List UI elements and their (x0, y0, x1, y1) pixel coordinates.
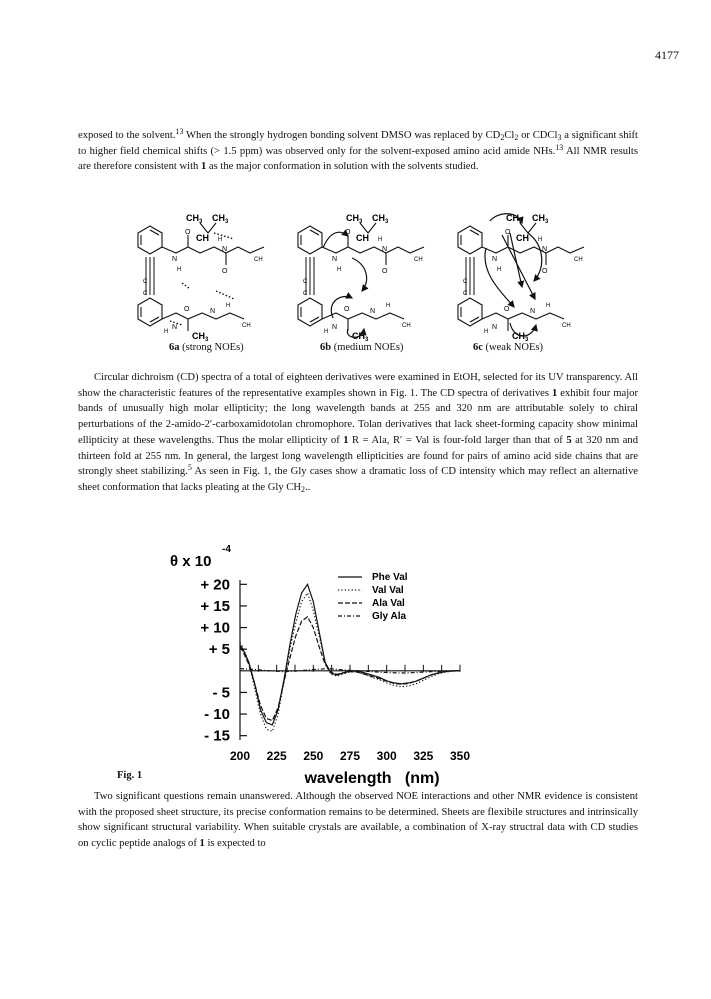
hydrogen-label: H (386, 303, 391, 309)
y-tick-label: + 20 (200, 576, 230, 594)
hydrogen-label: H (378, 237, 383, 243)
hydrogen-label: H (484, 329, 489, 335)
molecule-6b (298, 213, 424, 343)
molecule-6a (138, 213, 264, 343)
methyl-label: CH (562, 323, 571, 329)
bond (482, 313, 564, 319)
subscript-3: 3 (225, 219, 229, 225)
methyl-label: $CH_3$ (212, 213, 229, 225)
hbond-dots (216, 291, 234, 299)
y-tick-label: - 15 (204, 727, 230, 745)
legend-label: Ala Val (372, 598, 405, 609)
caption-6b: 6b (medium NOEs) (320, 342, 404, 353)
oxygen-label: O (185, 229, 191, 236)
legend-label: Gly Ala (372, 611, 407, 622)
paragraph-nmr: exposed to the solvent.$^{13}$ When the strongly hydrogen bonding solvent DMSO was replaced by $CD_2Cl_2$ or CDCl$_3$ a significant shift to higher field chemical shifts (> 1.5 ppm) was observed only for the solvent-exposed amino acid amide NHs.$^{13}$ All NMR results are therefore consistent with 1 as the major conformation in solution with the solvents studied. (78, 127, 639, 173)
methyl-label: CH (402, 323, 411, 329)
methyl-label: $CH_3$ (372, 213, 389, 225)
carbon-label: C (143, 291, 148, 297)
methyl-label: $CH_3$ (532, 213, 549, 225)
x-tick-label: 275 (339, 749, 361, 763)
series-line-val-val (240, 593, 460, 731)
noe-arrow (502, 235, 535, 299)
isopropyl-bond (360, 223, 376, 233)
hbond-dots (214, 233, 234, 239)
carbon-label: C (463, 291, 468, 297)
caption-6c: 6c (weak NOEs) (473, 342, 543, 353)
methine-label: CH (356, 233, 369, 243)
y-unit-label: θ x 10 (170, 553, 212, 570)
noe-arrow (485, 248, 514, 307)
nitrogen-label: N (492, 324, 498, 331)
nitrogen-label: N (172, 256, 178, 263)
hydrogen-label: H (324, 329, 329, 335)
isopropyl-bond (520, 223, 536, 233)
legend-label: Phe Val (372, 572, 408, 583)
y-tick-label: - 5 (212, 684, 230, 702)
isopropyl-bond (200, 223, 216, 233)
methyl-label: CH (414, 257, 423, 263)
hydrogen-label: H (226, 303, 231, 309)
y-tick-label: - 10 (204, 706, 230, 724)
subscript-3: 3 (205, 337, 209, 343)
methyl-label: CH (574, 257, 583, 263)
oxygen-label: O (382, 268, 388, 275)
y-tick-label: + 10 (200, 619, 230, 637)
oxygen-label: O (505, 229, 511, 236)
hydrogen-label: H (177, 267, 182, 273)
y-tick-label: + 15 (200, 597, 230, 615)
nitrogen-label: N (210, 308, 216, 315)
page-number: 4177 (655, 48, 679, 62)
subscript-3: 3 (199, 219, 203, 225)
nitrogen-label: N (530, 308, 536, 315)
x-tick-label: 325 (413, 749, 434, 763)
nitrogen-label: N (370, 308, 376, 315)
hydrogen-label: H (538, 237, 543, 243)
x-tick-label: 300 (376, 749, 397, 763)
bond (322, 247, 424, 253)
subscript-3: 3 (359, 219, 363, 225)
series-line-phe-val (240, 584, 460, 725)
oxygen-label: O (222, 268, 228, 275)
oxygen-label: O (184, 306, 190, 313)
molecule-6c (458, 213, 584, 343)
carbon-label: C (463, 279, 468, 285)
bond (162, 247, 264, 253)
x-tick-label: 250 (303, 749, 324, 763)
legend-label: Val Val (372, 585, 404, 596)
nitrogen-label: N (332, 324, 338, 331)
x-axis-label: wavelength (nm) (304, 770, 440, 787)
caption-6a: 6a (strong NOEs) (169, 342, 244, 353)
y-tick-label: + 5 (208, 641, 230, 659)
hydrogen-label: H (497, 267, 502, 273)
hydrogen-label: H (337, 267, 342, 273)
paragraph-questions: Two significant questions remain unanswered. Although the observed NOE interactions and other NMR evidence is consistent with the proposed sheet structure, its precise conformation remains to be determined. Sheets are flexibile structures and intrinsically show significant structural variability. When suitable crystals are available, a combination of X-ray structral data with CD studies on cyclic peptide analogs of 1 is expected to (78, 791, 638, 850)
hbond-dots (182, 283, 190, 289)
carbon-label: C (143, 279, 148, 285)
methine-label: CH (516, 233, 529, 243)
noe-arrow (352, 258, 367, 291)
carbon-label: C (303, 279, 308, 285)
oxygen-label: O (344, 306, 350, 313)
methyl-label: $CH_3$ (192, 331, 209, 343)
methyl-label: CH (242, 323, 251, 329)
carbon-label: C (303, 291, 308, 297)
methyl-label: CH (254, 257, 263, 263)
x-tick-label: 225 (266, 749, 287, 763)
oxygen-label: O (345, 229, 351, 236)
nitrogen-label: N (332, 256, 338, 263)
structure-captions (0, 342, 711, 362)
oxygen-label: O (542, 268, 548, 275)
hydrogen-label: H (164, 329, 169, 335)
noe-structures-figure (130, 203, 590, 343)
methyl-label: $CH_3$ (346, 213, 363, 225)
figure-label: Fig. 1 (117, 770, 143, 781)
hydrogen-label: H (218, 237, 223, 243)
nitrogen-label: N (492, 256, 498, 263)
y-unit-exponent: -4 (222, 544, 231, 555)
bond (482, 247, 584, 253)
bond (162, 313, 244, 319)
x-tick-label: 350 (449, 749, 471, 763)
methyl-label: $CH_3$ (506, 213, 523, 225)
bond (322, 313, 404, 319)
subscript-3: 3 (545, 219, 549, 225)
methine-label: CH (196, 233, 209, 243)
hydrogen-label: H (546, 303, 551, 309)
subscript-3: 3 (365, 337, 369, 343)
methyl-label: $CH_3$ (352, 331, 369, 343)
methyl-label: $CH_3$ (512, 331, 529, 343)
methyl-label: $CH_3$ (186, 213, 203, 225)
subscript-3: 3 (519, 219, 523, 225)
nitrogen-label: N (542, 246, 548, 253)
paragraph-cd: Circular dichroism (CD) spectra of a total of eighteen derivatives were examined in EtOH, selected for its UV transparency. All show the characteristic features of the representative examples shown in Fig. 1. The CD spectra of derivatives 1 exhibit four major bands of unusually high molar ellipticity; the long wavelength bands at 255 and 320 nm are attributable solely to chiral perturbations of the 2-amido-2′-carboxamidotolan chromophore. Tolan derivatives that lack sheet-forming capacity show minimal ellipticity at these wavelengths. Thus the molar ellipticity of 1 R = Ala, R′ = Val is four-fold larger than that of 5 at 320 nm and thirteen fold at 255 nm. In general, the largest long wavelength ellipticities are found for pairs of amino acid side chains that are strongly sheet stabilizing.$^5$ As seen in Fig. 1, the Gly cases show a dramatic loss of CD intensity which may reflect an alternative sheet conformation that lacks pleating at the Gly $CH_2$.. (78, 372, 639, 494)
nitrogen-label: N (222, 246, 228, 253)
subscript-3: 3 (385, 219, 389, 225)
nitrogen-label: N (382, 246, 388, 253)
oxygen-label: O (504, 306, 510, 313)
subscript-3: 3 (525, 337, 529, 343)
x-tick-label: 200 (229, 749, 251, 763)
nitrogen-label: N (172, 324, 178, 331)
